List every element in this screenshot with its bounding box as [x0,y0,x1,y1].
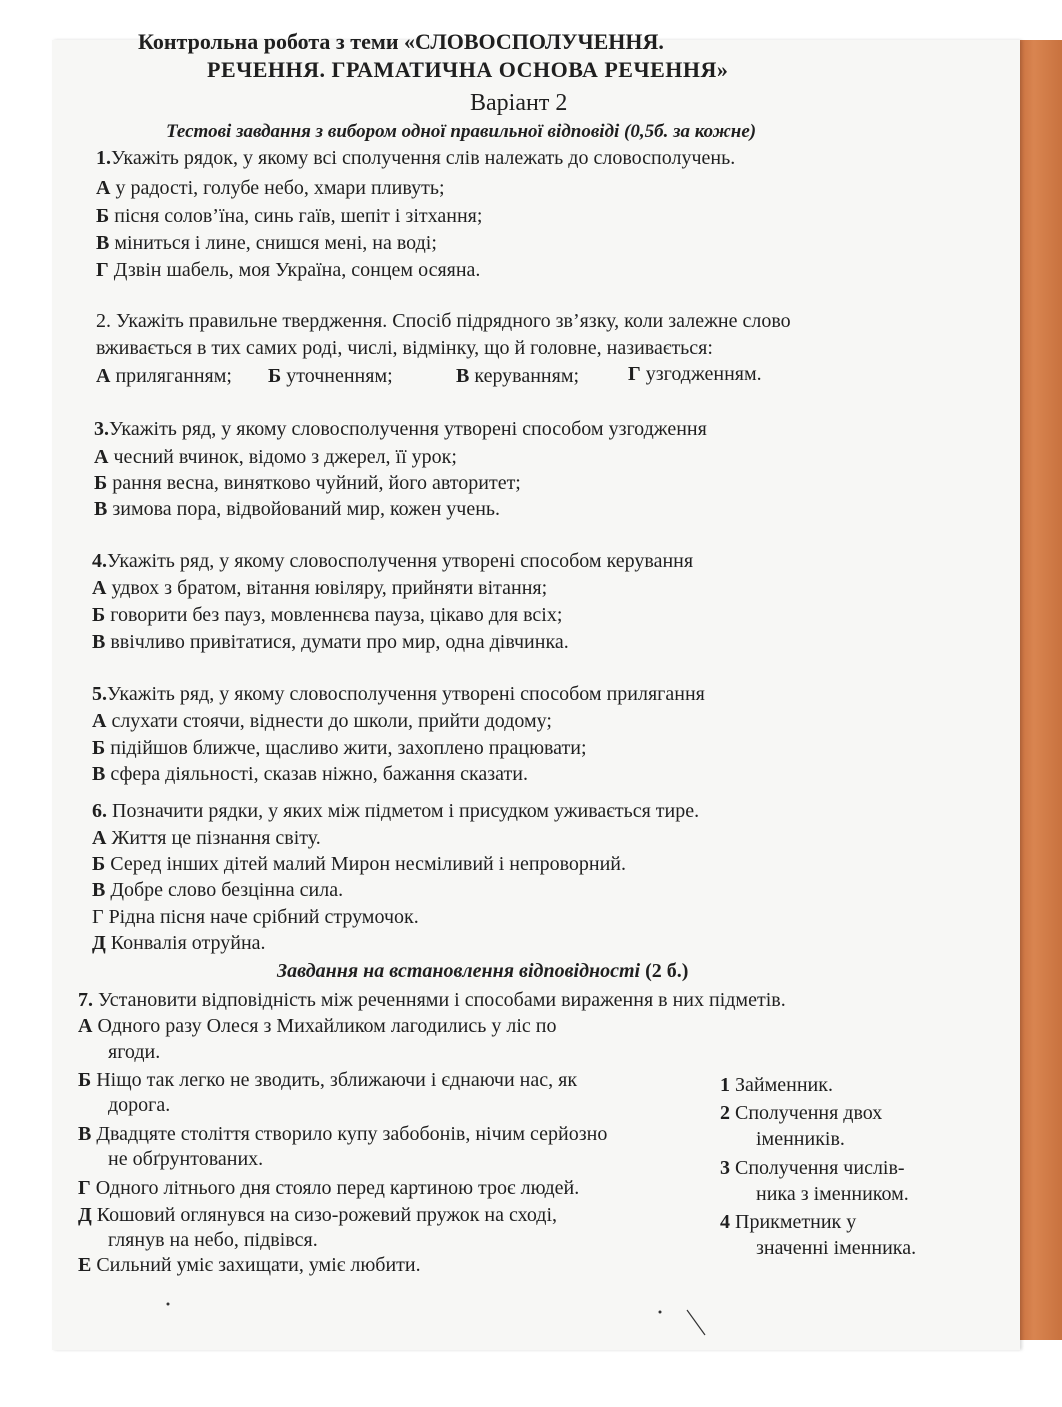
variant-label: Варіант 2 [470,90,568,116]
option-text: Сильний уміє захищати, уміє любити. [91,1254,421,1276]
option-text: Рідна пісня наче срібний струмочок. [103,906,419,928]
option-text: Конвалія отруйна. [105,932,266,954]
question-number: 5. [92,683,107,705]
option-text: Серед інших дітей малий Мирон несміливий і непроворний. [105,853,627,875]
q5-option-c [92,762,528,786]
question-3 [94,417,707,441]
option-text: Кошовий оглянувся на сизо-рожевий пружок на сході, [91,1204,558,1226]
option-letter: В [96,232,110,254]
q1-option-b [96,204,482,228]
option-text: у радості, голубе небо, хмари пливуть; [110,177,445,199]
q6-option-d [92,905,419,929]
option-text: Одного літнього дня стояло перед картиною троє людей. [90,1177,580,1199]
q7-answer-2 [720,1101,882,1125]
question-4 [92,549,693,573]
option-letter: Г [96,259,109,281]
option-text: рання весна, винятково чуйний, його авторитет; [107,472,521,494]
option-text: сфера діяльності, сказав ніжно, бажання сказати. [105,763,528,785]
question-number: 7. [78,989,93,1011]
q7-answer-4-cont: значенні іменника. [756,1237,917,1259]
option-text: Життя це пізнання світу. [106,827,321,849]
option-text: ввічливо привітатися, думати про мир, одна дівчинка. [105,631,569,653]
q7-sentence-d [78,1176,579,1200]
option-letter: В [456,365,470,387]
option-text: Двадцяте століття створило купу забобонів, нічим серйозно [91,1123,608,1145]
section-2-points: (2 б.) [640,960,689,982]
q3-option-a [94,445,457,469]
q7-sentence-f [78,1253,421,1277]
q5-option-a [92,709,552,733]
q1-option-d [96,258,480,282]
q4-option-c [92,630,569,654]
q2-option-b [268,364,393,388]
option-text: говорити без пауз, мовленнєва пауза, цікаво для всіх; [105,604,563,626]
q7-answer-4 [720,1210,856,1234]
option-text: слухати стоячи, віднести до школи, прийти додому; [106,710,552,732]
q7-sentence-e-cont: глянув на небо, підвівся. [108,1229,318,1251]
answer-text: Сполучення двох [730,1102,883,1124]
option-text: пісня солов’їна, синь гаїв, шепіт і зітхання; [109,205,483,227]
option-text: зимова пора, відвойований мир, кожен учень. [107,498,501,520]
question-2-line-1: 2. Укажіть правильне твердження. Спосіб підрядного зв’язку, коли залежне слово [96,310,791,332]
question-text: Укажіть ряд, у якому словосполучення утворені способом керування [107,550,694,572]
title-line-2: РЕЧЕННЯ. ГРАМАТИЧНА ОСНОВА РЕЧЕННЯ» [207,57,729,82]
option-text: Добре слово безцінна сила. [105,879,344,901]
q7-sentence-a [78,1014,556,1038]
option-letter: Б [78,1069,92,1091]
option-letter: В [92,763,106,785]
option-letter: Г [92,906,104,928]
question-number: 1. [96,147,111,169]
option-letter: В [78,1123,92,1145]
q7-sentence-c-cont: не обґрунтованих. [108,1148,264,1170]
option-letter: А [94,446,109,468]
question-6 [92,799,699,823]
pen-marks [160,1290,720,1350]
option-letter: А [78,1015,93,1037]
option-text: підійшов ближче, щасливо жити, захоплено працювати; [105,737,587,759]
q7-sentence-e [78,1203,557,1227]
option-text: керуванням; [469,365,580,387]
q7-answer-2-cont: іменників. [756,1128,845,1150]
option-letter: А [92,827,107,849]
q4-option-a [92,576,547,600]
question-text: Укажіть рядок, у якому всі сполучення слів належать до словосполучень. [111,147,736,169]
section-2-title: Завдання на встановлення відповідності [277,960,641,982]
question-text: Позначити рядки, у яких між підметом і присудком уживається тире. [107,800,700,822]
q1-option-a [96,176,445,200]
option-text: приляганням; [110,365,232,387]
option-letter: А [96,365,111,387]
option-text: чесний вчинок, відомо з джерел, її урок; [108,446,457,468]
option-text: Дзвін шабель, моя Україна, сонцем осяяна. [108,259,481,281]
q6-option-c [92,878,343,902]
q6-option-b [92,852,626,876]
title-line-1: Контрольна робота з теми «СЛОВОСПОЛУЧЕННЯ. [138,30,664,54]
q1-option-c [96,231,437,255]
question-5 [92,682,705,706]
q7-sentence-c [78,1122,607,1146]
q2-option-d [628,362,762,386]
question-text: Укажіть ряд, у якому словосполучення утворені способом узгодження [109,418,707,440]
option-letter: Е [78,1254,92,1276]
question-text: Укажіть ряд, у якому словосполучення утворені способом прилягання [107,683,705,705]
q6-option-e [92,931,266,955]
option-text: уточненням; [281,365,393,387]
option-letter: Д [92,932,106,954]
answer-text: Сполучення числів- [730,1157,905,1179]
q7-sentence-a-cont: ягоди. [108,1041,161,1063]
q5-option-b [92,736,587,760]
q3-option-b [94,471,521,495]
option-letter: Г [78,1177,91,1199]
q7-answer-3-cont: ника з іменником. [756,1183,909,1205]
q4-option-b [92,603,562,627]
option-letter: Б [268,365,282,387]
option-text: удвох з братом, вітання ювіляру, прийняти вітання; [106,577,548,599]
question-7 [78,988,786,1012]
q2-option-c [456,364,579,388]
option-letter: А [96,177,111,199]
q7-answer-1 [720,1073,833,1097]
q7-answer-3 [720,1156,905,1180]
question-text: Установити відповідність між реченнями і способами вираження в них підметів. [93,989,786,1011]
q7-sentence-b [78,1068,577,1092]
option-letter: В [92,631,106,653]
answer-text: Прикметник у [730,1211,857,1233]
answer-number: 4 [720,1211,730,1233]
q3-option-c [94,497,500,521]
q2-option-a [96,364,232,388]
option-text: узгодженням. [640,363,762,385]
section-2-heading [277,959,688,983]
option-letter: Б [96,205,110,227]
question-2-line-2: вживається в тих самих роді, числі, відмінку, що й головне, називається: [96,337,713,359]
wooden-table-edge [1015,40,1062,1340]
option-letter: А [92,577,107,599]
question-number: 3. [94,418,109,440]
option-letter: Д [78,1204,92,1226]
option-letter: А [92,710,107,732]
option-text: Ніщо так легко не зводить, зближаючи і єднаючи нас, як [91,1069,578,1091]
option-letter: Б [94,472,108,494]
option-text: міниться і лине, снишся мені, на воді; [109,232,437,254]
question-1 [96,146,735,170]
option-letter: Г [628,363,641,385]
option-letter: Б [92,853,106,875]
answer-text: Займенник. [730,1074,833,1096]
q7-sentence-b-cont: дорога. [108,1094,171,1116]
option-letter: Б [92,604,106,626]
question-number: 4. [92,550,107,572]
answer-number: 2 [720,1102,730,1124]
q6-option-a [92,826,321,850]
option-text: Одного разу Олеся з Михайликом лагодились у ліс по [92,1015,557,1037]
answer-number: 1 [720,1074,730,1096]
option-letter: В [94,498,108,520]
option-letter: Б [92,737,106,759]
section-subtitle: Тестові завдання з вибором одної правильної відповіді (0,5б. за кожне) [166,121,757,142]
option-letter: В [92,879,106,901]
question-number: 6. [92,800,107,822]
answer-number: 3 [720,1157,730,1179]
